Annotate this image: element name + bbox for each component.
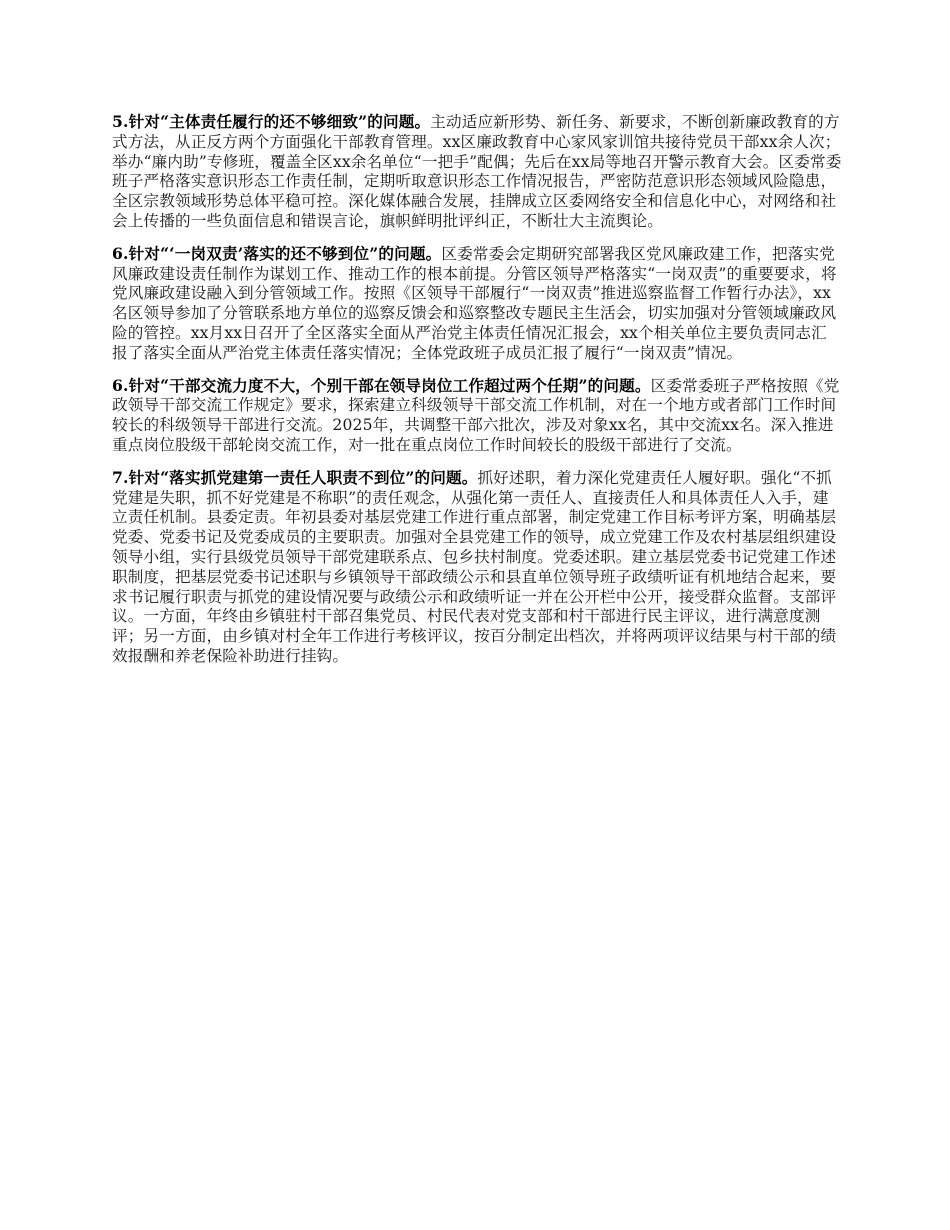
paragraph-body: 区委常委会定期研究部署我区党风廉政建工作，把落实党风廉政建设责任制作为谋划工作、推动工作的根本前提。分管区领导严格落实“一岗双责”的重要要求，将党风廉政建设融入到分管领域工作。按照《区领导干部履行“一岗双责”推进巡察监督工作暂行办法》，xx名区领导参加了分管联系地方单位的巡察反馈会和巡察整改专题民主生活会，切实加强对分管领域廉政风险的管控。xx月xx日召开了全区落实全面从严治党主体责任情况汇报会，xx个相关单位主要负责同志汇报了落实全面从严治党主体责任落实情况；全体党政班子成员汇报了履行“一岗双责”情况。 (112, 244, 837, 362)
paragraph-heading: 6.针对“干部交流力度不大，个别干部在领导岗位工作超过两个任期”的问题。 (112, 375, 651, 395)
paragraph-body: 抓好述职，着力深化党建责任人履好职。强化“不抓党建是失职，抓不好党建是不称职”的责任观念，从强化第一责任人、直接责任人和具体责任人入手，建立责任机制。县委定责。年初县委对基层党建工作进行重点部署，制定党建工作目标考评方案，明确基层党委、党委书记及党委成员的主要职责。加强对全县党建工作的领导，成立党建工作及农村基层组织建设领导小组，实行县级党员领导干部党建联系点、包乡扶村制度。党委述职。建立基层党委书记党建工作述职制度，把基层党委书记述职与乡镇领导干部政绩公示和县直单位领导班子政绩听证有机地结合起来，要求书记履行职责与抓党的建设情况要与政绩公示和政绩听证一并在公开栏中公开，接受群众监督。支部评议。一方面，年终由乡镇驻村干部召集党员、村民代表对党支部和村干部进行民主评议，进行满意度测评；另一方面，由乡镇对村全年工作进行考核评议，按百分制定出档次，并将两项评议结果与村干部的绩效报酬和养老保险补助进行挂钩。 (112, 468, 837, 665)
paragraph-heading: 5.针对“主体责任履行的还不够细致”的问题。 (112, 112, 431, 131)
paragraph-5-main-responsibility (112, 112, 842, 232)
paragraph-6-cadre-exchange (112, 376, 842, 456)
paragraph-heading: 7.针对“落实抓党建第一责任人职责不到位”的问题。 (112, 467, 478, 487)
paragraph-heading: 6.针对“‘一岗双责’落实的还不够到位”的问题。 (112, 243, 442, 263)
paragraph-7-party-building-responsibility (112, 468, 842, 667)
paragraph-body: 区委常委班子严格按照《党政领导干部交流工作规定》要求，探索建立科级领导干部交流工作机制，对在一个地方或者部门工作时间较长的科级领导干部进行交流。2025年，共调整干部六批次，涉及对象xx名，其中交流xx名。深入推进重点岗位股级干部轮岗交流工作，对一批在重点岗位工作时间较长的股级干部进行了交流。 (112, 376, 840, 454)
document-page (112, 112, 842, 679)
paragraph-body: 主动适应新形势、新任务、新要求，不断创新廉政教育的方式方法，从正反方两个方面强化干部教育管理。xx区廉政教育中心家风家训馆共接待党员干部xx余人次；举办“廉内助”专修班，覆盖全区xx余名单位“一把手”配偶；先后在xx局等地召开警示教育大会。区委常委班子严格落实意识形态工作责任制，定期听取意识形态工作情况报告，严密防范意识形态领域风险隐患，全区宗教领域形势总体平稳可控。深化媒体融合发展，挂牌成立区委网络安全和信息化中心，对网络和社会上传播的一些负面信息和错误言论，旗帜鲜明批评纠正，不断壮大主流舆论。 (112, 113, 842, 230)
paragraph-6-one-post-two-duties (112, 244, 842, 364)
